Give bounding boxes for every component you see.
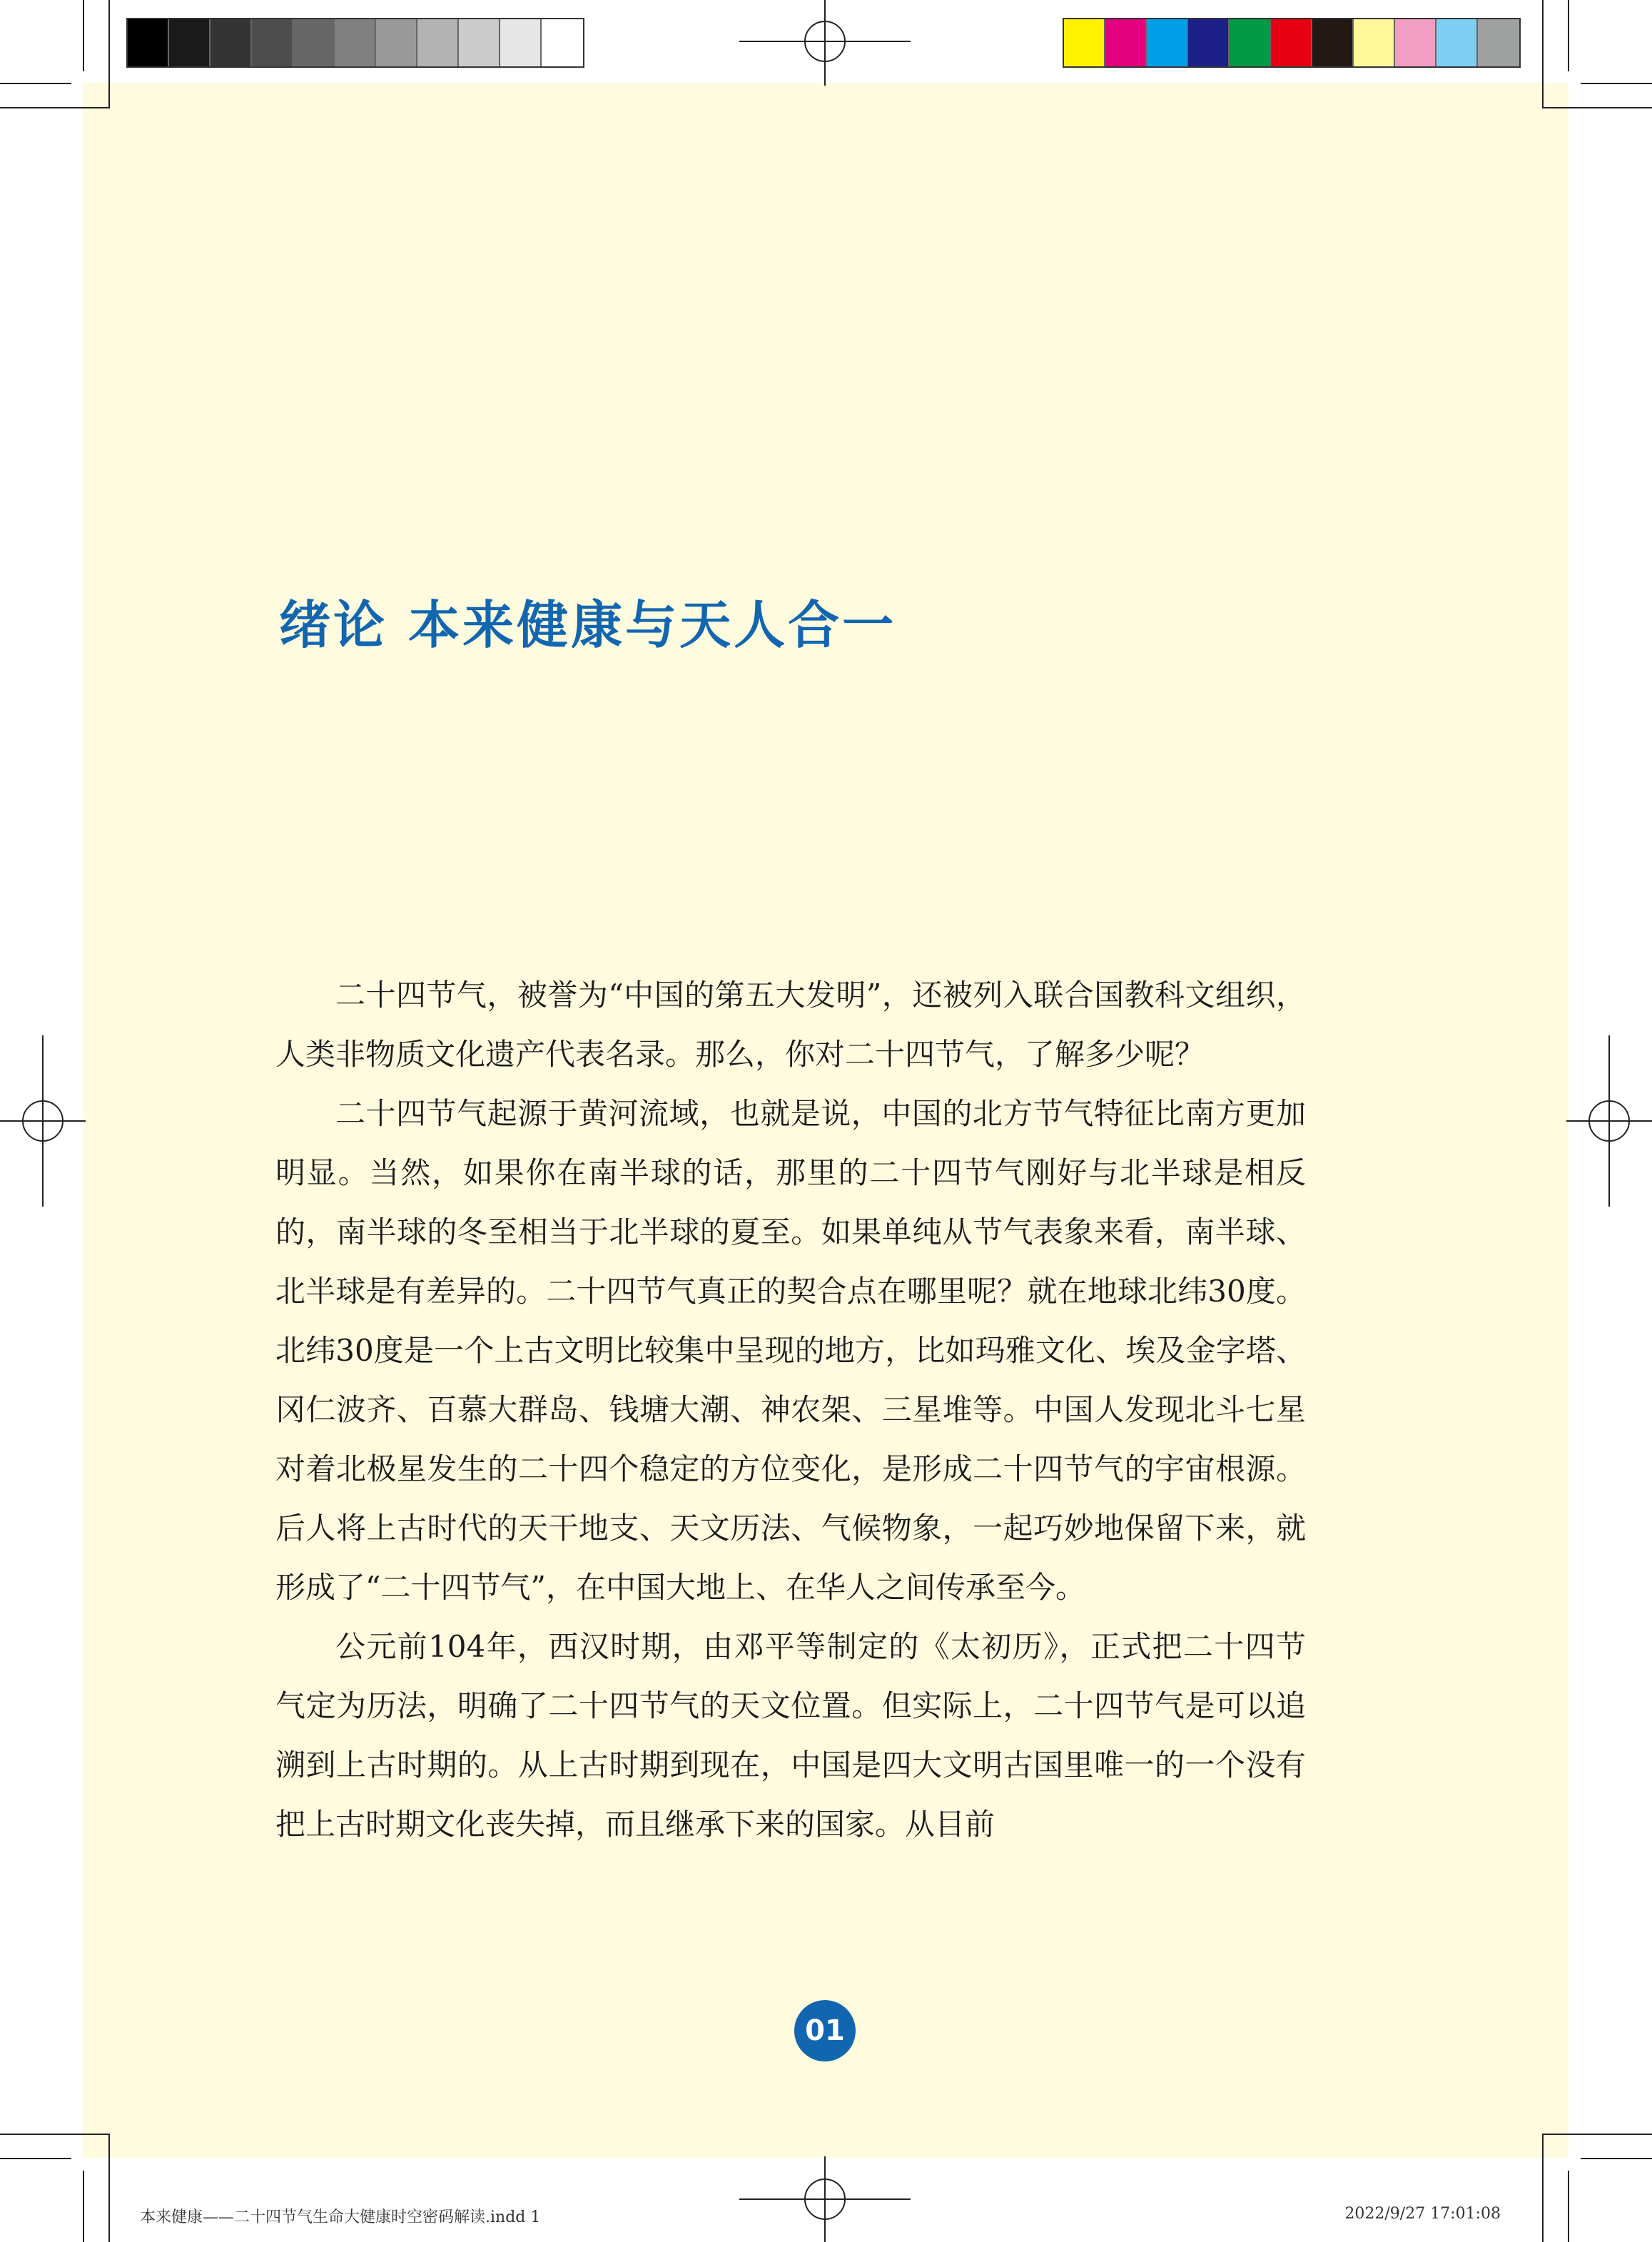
crop-mark (0, 107, 108, 108)
color-swatch (1395, 19, 1436, 66)
paragraph: 公元前104年，西汉时期，由邓平等制定的《太初历》，正式把二十四节气定为历法，明确了二十四节气的天文位置。但实际上，二十四节气是可以追溯到上古时期的。从上古时期到现在，中国是四大文明古国里唯一的一个没有把上古时期文化丧失掉，而且继承下来的国家。从目前 (275, 1629, 1306, 1842)
registration-mark-right (1566, 1035, 1652, 1207)
registration-mark-top (739, 0, 911, 86)
registration-mark-left (0, 1035, 86, 1207)
registration-mark-bottom (739, 2156, 911, 2242)
crop-mark (0, 2134, 108, 2135)
color-swatch (1436, 19, 1478, 66)
chapter-title: 绪论 本来健康与天人合一 (279, 594, 897, 655)
color-swatch (1354, 19, 1395, 66)
color-swatch (1312, 19, 1354, 66)
crop-mark (1544, 107, 1652, 108)
crop-mark (83, 0, 84, 71)
gray-color-bar (126, 18, 584, 68)
crop-mark (1544, 2134, 1652, 2135)
crop-mark (0, 2158, 71, 2159)
crop-mark (1568, 2171, 1569, 2242)
crop-mark (1542, 2134, 1544, 2242)
color-swatch (1147, 19, 1188, 66)
crop-mark (1568, 0, 1569, 71)
color-swatch (500, 19, 542, 66)
color-swatch (1105, 19, 1147, 66)
crop-mark (1542, 0, 1544, 108)
color-swatch (252, 19, 293, 66)
color-swatch (417, 19, 459, 66)
cmyk-color-bar (1063, 18, 1521, 68)
color-swatch (1271, 19, 1312, 66)
paragraph: 二十四节气，被誉为“中国的第五大发明”，还被列入联合国教科文组织，人类非物质文化遗产代表名录。那么，你对二十四节气，了解多少呢？ (275, 978, 1306, 1072)
paragraph: 二十四节气起源于黄河流域，也就是说，中国的北方节气特征比南方更加明显。当然，如果你在南半球的话，那里的二十四节气刚好与北半球是相反的，南半球的冬至相当于北半球的夏至。如果单纯从节气表象来看，南半球、北半球是有差异的。二十四节气真正的契合点在哪里呢？就在地球北纬30度。北纬30度是一个上古文明比较集中呈现的地方，比如玛雅文化、埃及金字塔、冈仁波齐、百慕大群岛、钱塘大潮、神农架、三星堆等。中国人发现北斗七星对着北极星发生的二十四个稳定的方位变化，是形成二十四节气的宇宙根源。后人将上古时代的天干地支、天文历法、气候物象，一起巧妙地保留下来，就形成了“二十四节气”，在中国大地上、在华人之间传承至今。 (275, 1096, 1306, 1605)
page-number-badge: 01 (794, 2000, 856, 2061)
color-swatch (1188, 19, 1230, 66)
color-swatch (128, 19, 169, 66)
crop-mark (0, 83, 71, 84)
color-swatch (376, 19, 417, 66)
color-swatch (211, 19, 252, 66)
color-swatch (542, 19, 583, 66)
slug-timestamp: 2022/9/27 17:01:08 (1344, 2205, 1501, 2223)
color-swatch (335, 19, 376, 66)
color-swatch (293, 19, 335, 66)
crop-mark (1581, 2158, 1652, 2159)
color-swatch (1478, 19, 1519, 66)
crop-mark (83, 2171, 84, 2242)
crop-mark (108, 2134, 110, 2242)
crop-mark (108, 0, 110, 108)
color-swatch (1230, 19, 1271, 66)
crop-mark (1581, 83, 1652, 84)
color-swatch (459, 19, 500, 66)
slug-file-name: 本来健康——二十四节气生命大健康时空密码解读.indd 1 (140, 2208, 541, 2226)
body-text (275, 965, 1306, 1854)
color-swatch (1064, 19, 1105, 66)
color-swatch (169, 19, 211, 66)
